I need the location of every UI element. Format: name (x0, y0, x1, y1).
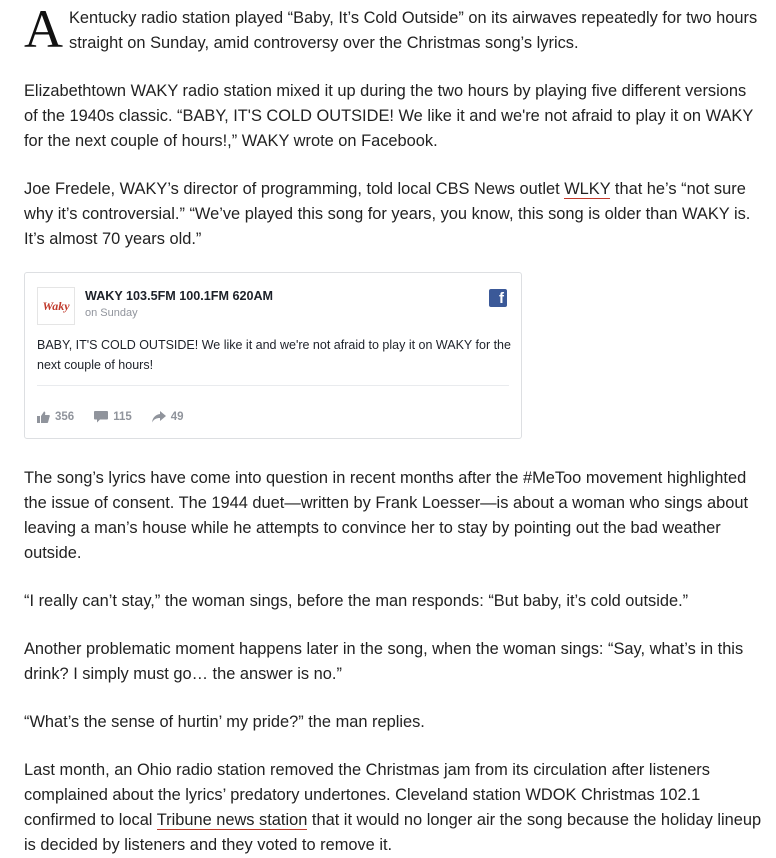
facebook-page-name[interactable]: WAKY 103.5FM 100.1FM 620AM (85, 289, 274, 303)
article-paragraph-8 (24, 758, 764, 858)
article-paragraph-2: Elizabethtown WAKY radio station mixed it up during the two hours by playing five different versions of the 1940s classic. “BABY, IT'S COLD OUTSIDE! We like it and we're not afraid to play it on WAKY for the next couple of hours!,” WAKY wrote on Facebook. (24, 82, 753, 150)
article-paragraph-4: The song’s lyrics have come into question in recent months after the #MeToo movement highlighted the issue of consent. The 1944 duet—written by Frank Loesser—is about a woman who sings about leaving a man’s house while he attempts to convince her to stay by pointing out the bad weather outside. (24, 469, 749, 562)
waky-logo[interactable]: Waky (37, 287, 75, 325)
comment-icon (94, 411, 108, 423)
article-paragraph-6: Another problematic moment happens later in the song, when the woman sings: “Say, what’s in this drink? I simply must go… the answer is no.” (24, 640, 744, 683)
like-icon (37, 411, 50, 423)
article-paragraph-3 (24, 177, 764, 252)
wlky-link[interactable]: WLKY (564, 180, 611, 198)
paragraph-text: Kentucky radio station played “Baby, It’s Cold Outside” on its airwaves repeatedly for two hours straight on Sunday, amid controversy over the Christmas song’s lyrics. (69, 9, 758, 52)
paragraph-text: that he’s “not sure why it’s controversial.” “We’ve played this song for years, you know, this song is older than WAKY is. It’s almost 70 years old.” (24, 180, 751, 248)
paragraph-text: Last month, an Ohio radio station removed the Christmas jam from its circulation after listeners complained about the lyrics’ predatory undertones. Cleveland station WDOK Christmas 102.1 confirmed to local (24, 761, 710, 829)
facebook-post-embed (24, 272, 522, 439)
article-paragraph-7: “What’s the sense of hurtin’ my pride?” the man replies. (24, 713, 425, 731)
reaction-stats (37, 411, 184, 423)
tribune-news-link[interactable]: Tribune news station (156, 811, 308, 829)
paragraph-text: Joe Fredele, WAKY’s director of programming, told local CBS News outlet (24, 180, 565, 198)
comments-count[interactable]: 115 (94, 411, 132, 423)
post-timestamp[interactable]: on Sunday (85, 307, 138, 319)
article-paragraph-5: “I really can’t stay,” the woman sings, before the man responds: “But baby, it’s cold outside.” (24, 592, 689, 610)
article-paragraph-1 (24, 0, 764, 59)
article-body (24, 0, 764, 858)
shares-count[interactable]: 49 (152, 411, 184, 423)
paragraph-text: that it would no longer air the song because the holiday lineup is decided by listeners and they voted to remove it. (24, 811, 762, 854)
facebook-icon[interactable]: f (489, 289, 507, 307)
drop-cap: A (24, 0, 63, 59)
facebook-post-text: BABY, IT'S COLD OUTSIDE! We like it and we're not afraid to play it on WAKY for the next couple of hours! (37, 338, 511, 372)
share-icon (152, 411, 166, 423)
divider (37, 385, 509, 386)
likes-count[interactable]: 356 (37, 411, 74, 423)
